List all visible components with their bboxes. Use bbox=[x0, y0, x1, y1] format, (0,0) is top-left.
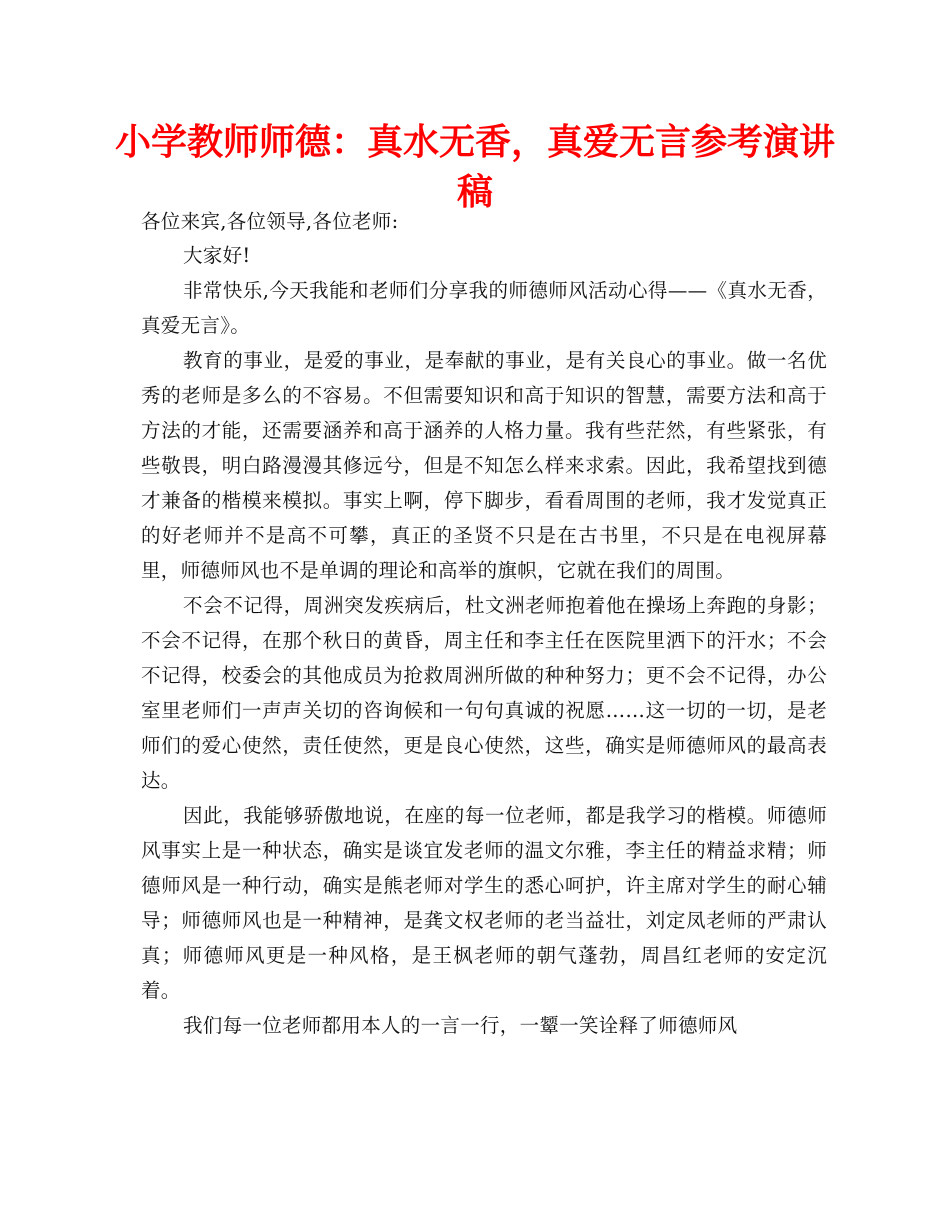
document-title: 小学教师师德：真水无香，真爱无言参考演讲稿 bbox=[114, 122, 835, 213]
intro-paragraph: 非常快乐,今天我能和老师们分享我的师德师风活动心得——《真水无香，真爱无言》。 bbox=[141, 279, 827, 337]
greeting-paragraph: 大家好! bbox=[183, 244, 251, 267]
document-body bbox=[141, 206, 827, 1043]
body-paragraph-4: 我们每一位老师都用本人的一言一行，一颦一笑诠释了师德师风 bbox=[183, 1014, 738, 1037]
body-paragraph-3: 因此，我能够骄傲地说，在座的每一位老师，都是我学习的楷模。师德师风事实上是一种状态，确实是谈宜发老师的温文尔雅，李主任的精益求精；师德师风是一种行动，确实是熊老师对学生的悉心呵护，许主席对学生的耐心辅导；师德师风也是一种精神，是龚文权老师的老当益壮，刘定凤老师的严肃认真；师德师风更是一种风格，是王枫老师的朝气蓬勃，周昌红老师的安定沉着。 bbox=[141, 804, 827, 1002]
body-paragraph-2: 不会不记得，周洲突发疾病后，杜文洲老师抱着他在操场上奔跑的身影；不会不记得，在那个秋日的黄昏，周主任和李主任在医院里洒下的汗水；不会不记得，校委会的其他成员为抢救周洲所做的种种努力；更不会不记得，办公室里老师们一声声关切的咨询候和一句句真诚的祝愿……这一切的一切，是老师们的爱心使然，责任使然，更是良心使然，这些，确实是师德师风的最高表达。 bbox=[141, 594, 827, 792]
salutation-paragraph: 各位来宾,各位领导,各位老师: bbox=[141, 210, 399, 233]
body-paragraph-1: 教育的事业，是爱的事业，是奉献的事业，是有关良心的事业。做一名优秀的老师是多么的不容易。不但需要知识和高于知识的智慧，需要方法和高于方法的才能，还需要涵养和高于涵养的人格力量。我有些茫然，有些紧张，有些敬畏，明白路漫漫其修远兮，但是不知怎么样来求索。因此，我希望找到德才兼备的楷模来模拟。事实上啊，停下脚步，看看周围的老师，我才发觉真正的好老师并不是高不可攀，真正的圣贤不只是在古书里，不只是在电视屏幕里，师德师风也不是单调的理论和高举的旗帜，它就在我们的周围。 bbox=[141, 349, 827, 582]
